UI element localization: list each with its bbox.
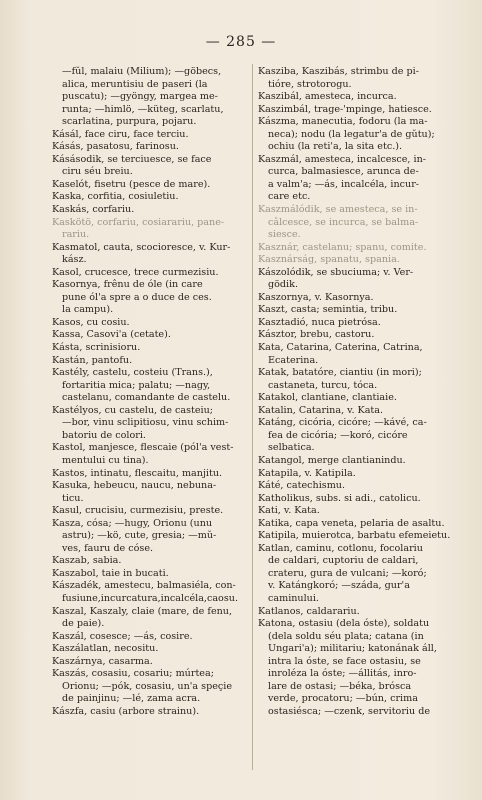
dictionary-line: selbatica. xyxy=(268,442,315,454)
dictionary-line: ticu. xyxy=(62,492,84,504)
dictionary-line: Kaszt, casta; semintia, tribu. xyxy=(258,304,398,316)
dictionary-line: Kasornya, frênu de óle (in care xyxy=(52,279,203,291)
dictionary-line: Kaszab, sabia. xyxy=(52,555,122,567)
dictionary-line: la campu). xyxy=(62,304,114,316)
dictionary-line: Katika, capa veneta, pelaria de asaltu. xyxy=(258,517,445,529)
dictionary-line: Katipila, muierotca, barbatu efemeietu. xyxy=(258,530,451,542)
dictionary-line: Kastélyos, cu castelu, de casteiu; xyxy=(52,404,214,416)
dictionary-line: fusiune,incurcatura,incalcéla,caosu. xyxy=(62,592,238,604)
dictionary-line: siesce. xyxy=(268,229,301,241)
dictionary-line: fea de cicória; —koró, cicóre xyxy=(268,429,408,441)
dictionary-line: curca, balmasiesce, arunca de- xyxy=(268,166,419,178)
dictionary-line: Kaszibál, amesteca, incurca. xyxy=(258,91,397,103)
dictionary-line: astru); —kö, cute, gresia; —mŭ- xyxy=(62,530,217,542)
dictionary-line: Kásál, face ciru, face terciu. xyxy=(52,128,189,140)
dictionary-line: castelanu, comandante de castelu. xyxy=(62,392,231,404)
dictionary-line: Katáng, cicória, cicóre; —kávé, ca- xyxy=(258,417,427,429)
dictionary-line: Kasznár, castelanu; spanu, comite. xyxy=(258,241,427,253)
dictionary-line: Kastély, castelu, costeiu (Trans.), xyxy=(52,367,213,379)
dictionary-line: Kaszabol, taie in bucati. xyxy=(52,567,169,579)
dictionary-line: de caldari, cuptoriu de caldari, xyxy=(268,555,419,567)
dictionary-line: Katona, ostasiu (dela óste), soldatu xyxy=(258,618,430,630)
dictionary-line: Kasos, cu cosiu. xyxy=(52,316,130,328)
dictionary-line: v. Katángkoró; —száda, gur'a xyxy=(268,580,410,592)
dictionary-line: ochiu (la reti'a, la sita etc.). xyxy=(268,141,403,153)
dictionary-line: Kaszal, Kaszaly, claie (mare, de fenu, xyxy=(52,605,233,617)
dictionary-line: Kaszás, cosasiu, cosariu; múrtea; xyxy=(52,668,214,680)
dictionary-line: kász. xyxy=(62,254,87,266)
dictionary-line: Kasza, cósa; —hugy, Orionu (unu xyxy=(52,517,213,529)
dictionary-line: Kasuka, hebeucu, naucu, nebuna- xyxy=(52,480,217,492)
dictionary-line: Kászolódik, se sbuciuma; v. Ver- xyxy=(258,266,414,278)
dictionary-line: caminului. xyxy=(268,592,319,604)
dictionary-line: Katakol, clantiane, clantiaie. xyxy=(258,392,397,404)
dictionary-line: Kásztor, brebu, castoru. xyxy=(258,329,375,341)
dictionary-line: Kaszimbál, trage-'mpinge, hatiesce. xyxy=(258,103,432,115)
dictionary-line: intra la óste, se face ostasiu, se xyxy=(268,655,421,667)
dictionary-line: runta; —himlö, —küteg, scarlatu, xyxy=(62,103,224,115)
dictionary-line: Kaszmálódik, se amesteca, se in- xyxy=(258,204,418,216)
dictionary-line: Kasznárság, spanatu, spania. xyxy=(258,254,400,266)
dictionary-line: inroléza la óste; —állitás, inro- xyxy=(268,668,417,680)
dictionary-line: Kastol, manjesce, flescaie (pól'a vest- xyxy=(52,442,234,454)
dictionary-line: câlcesce, se incurca, se balma- xyxy=(268,216,419,228)
dictionary-line: Káté, catechismu. xyxy=(258,480,346,492)
dictionary-line: pune ól'a spre a o duce de ces. xyxy=(62,291,212,303)
dictionary-line: ves, fauru de cóse. xyxy=(62,542,154,554)
dictionary-line: castaneta, turcu, tóca. xyxy=(268,379,378,391)
dictionary-line: Katlan, caminu, cotlonu, focolariu xyxy=(258,542,423,554)
dictionary-line: Kasul, crucisiu, curmezisiu, preste. xyxy=(52,505,224,517)
dictionary-line: Katapila, v. Katipila. xyxy=(258,467,356,479)
dictionary-line: ciru séu breiu. xyxy=(62,166,133,178)
dictionary-line: Kasziba, Kaszibás, strimbu de pi- xyxy=(258,66,419,77)
page-number: — 285 — xyxy=(205,34,277,50)
dictionary-line: —fŭl, malaiu (Milium); —göbecs, xyxy=(62,66,222,77)
dictionary-line: batoriu de colori. xyxy=(62,429,146,441)
dictionary-line: Katalin, Catarina, v. Kata. xyxy=(258,404,384,416)
dictionary-line: Kaszálatlan, necositu. xyxy=(52,643,159,655)
dictionary-line: neca); nodu (la legatur'a de gŭtu); xyxy=(268,128,435,140)
dictionary-line: verde, procatoru; —bún, crima xyxy=(268,693,418,705)
dictionary-line: —bor, vinu sclipitiosu, vinu schim- xyxy=(62,417,229,429)
dictionary-line: Kasztadió, nuca pietrósa. xyxy=(258,316,381,328)
dictionary-line: Kaskás, corfariu. xyxy=(52,204,135,216)
dictionary-line: Katangol, merge clantianindu. xyxy=(258,454,406,466)
dictionary-line: Kata, Catarina, Caterina, Catrina, xyxy=(258,342,423,354)
dictionary-line: Kaszál, cosesce; —ás, cosire. xyxy=(52,630,193,642)
dictionary-line: gödik. xyxy=(268,279,298,291)
dictionary-line: tióre, strotorogu. xyxy=(268,78,352,90)
left-column xyxy=(52,66,253,718)
dictionary-line: Kaszornya, v. Kasornya. xyxy=(258,291,374,303)
dictionary-line: puscatu); —gyöngy, margea me- xyxy=(62,91,218,103)
dictionary-line: Kasol, crucesce, trece curmezisiu. xyxy=(52,266,219,278)
dictionary-line: lare de ostasi; —béka, brósca xyxy=(268,680,412,692)
dictionary-line: mentului cu tina). xyxy=(62,454,149,466)
dictionary-line: Ecaterina. xyxy=(268,354,319,366)
dictionary-line: Kaska, corfitia, cosiuletiu. xyxy=(52,191,179,203)
dictionary-line: ostasiésca; —czenk, servitoriu de xyxy=(268,705,431,717)
dictionary-line: (dela soldu séu plata; catana (in xyxy=(268,630,424,642)
dictionary-line: Kastán, pantofu. xyxy=(52,354,133,366)
dictionary-line: Kati, v. Kata. xyxy=(258,505,320,517)
dictionary-line: Kasmatol, cauta, scociorescе, v. Kur- xyxy=(52,241,231,253)
dictionary-line: Kaszárnya, casarma. xyxy=(52,655,153,667)
dictionary-line: Kaskötö, corfariu, cosiarariu, pane- xyxy=(52,216,225,228)
dictionary-line: Katlanos, caldarariu. xyxy=(258,605,360,617)
dictionary-line: rariu. xyxy=(62,229,90,241)
dictionary-line: Kastos, intinatu, flescaitu, manjitu. xyxy=(52,467,223,479)
dictionary-line: Katak, batatóre, ciantiu (in mori); xyxy=(258,367,422,379)
dictionary-line: de paie). xyxy=(62,618,105,630)
dictionary-line: Kászma, manecutia, fodoru (la ma- xyxy=(258,116,428,128)
dictionary-line: Kásás, pasatosu, farinosu. xyxy=(52,141,179,153)
dictionary-line: fortaritia mica; palatu; —nagy, xyxy=(62,379,211,391)
dictionary-line: de painjinu; —lé, zama acra. xyxy=(62,693,201,705)
dictionary-line: Katholikus, subs. si adi., catolicu. xyxy=(258,492,421,504)
right-column xyxy=(258,66,459,718)
dictionary-line: Kászadék, amestecu, balmasiéla, con- xyxy=(52,580,236,592)
dictionary-line: Kaszmál, amesteca, incalcesce, in- xyxy=(258,153,427,165)
dictionary-line: Kásta, scrinisioru. xyxy=(52,342,141,354)
dictionary-line: crateru, gura de vulcani; —koró; xyxy=(268,567,427,579)
dictionary-line: alica, meruntisiu de paseri (la xyxy=(62,78,208,90)
column-divider xyxy=(252,64,253,770)
dictionary-line: Kaselót, fisetru (pesce de mare). xyxy=(52,178,211,190)
dictionary-line: Kászfa, casiu (arbore strainu). xyxy=(52,705,200,717)
dictionary-line: Ungari'a); militariu; katonának áll, xyxy=(268,643,437,655)
dictionary-line: Orionu; —pók, cosasiu, un'a speçie xyxy=(62,680,233,692)
dictionary-line: Kassa, Casovi'a (cetate). xyxy=(52,329,171,341)
dictionary-line: a valm'a; —ás, incalcéla, incur- xyxy=(268,178,420,190)
dictionary-line: Kásásodik, se terciuesce, se face xyxy=(52,153,212,165)
dictionary-line: care etc. xyxy=(268,191,311,203)
dictionary-line: scarlatina, purpura, pojaru. xyxy=(62,116,197,128)
